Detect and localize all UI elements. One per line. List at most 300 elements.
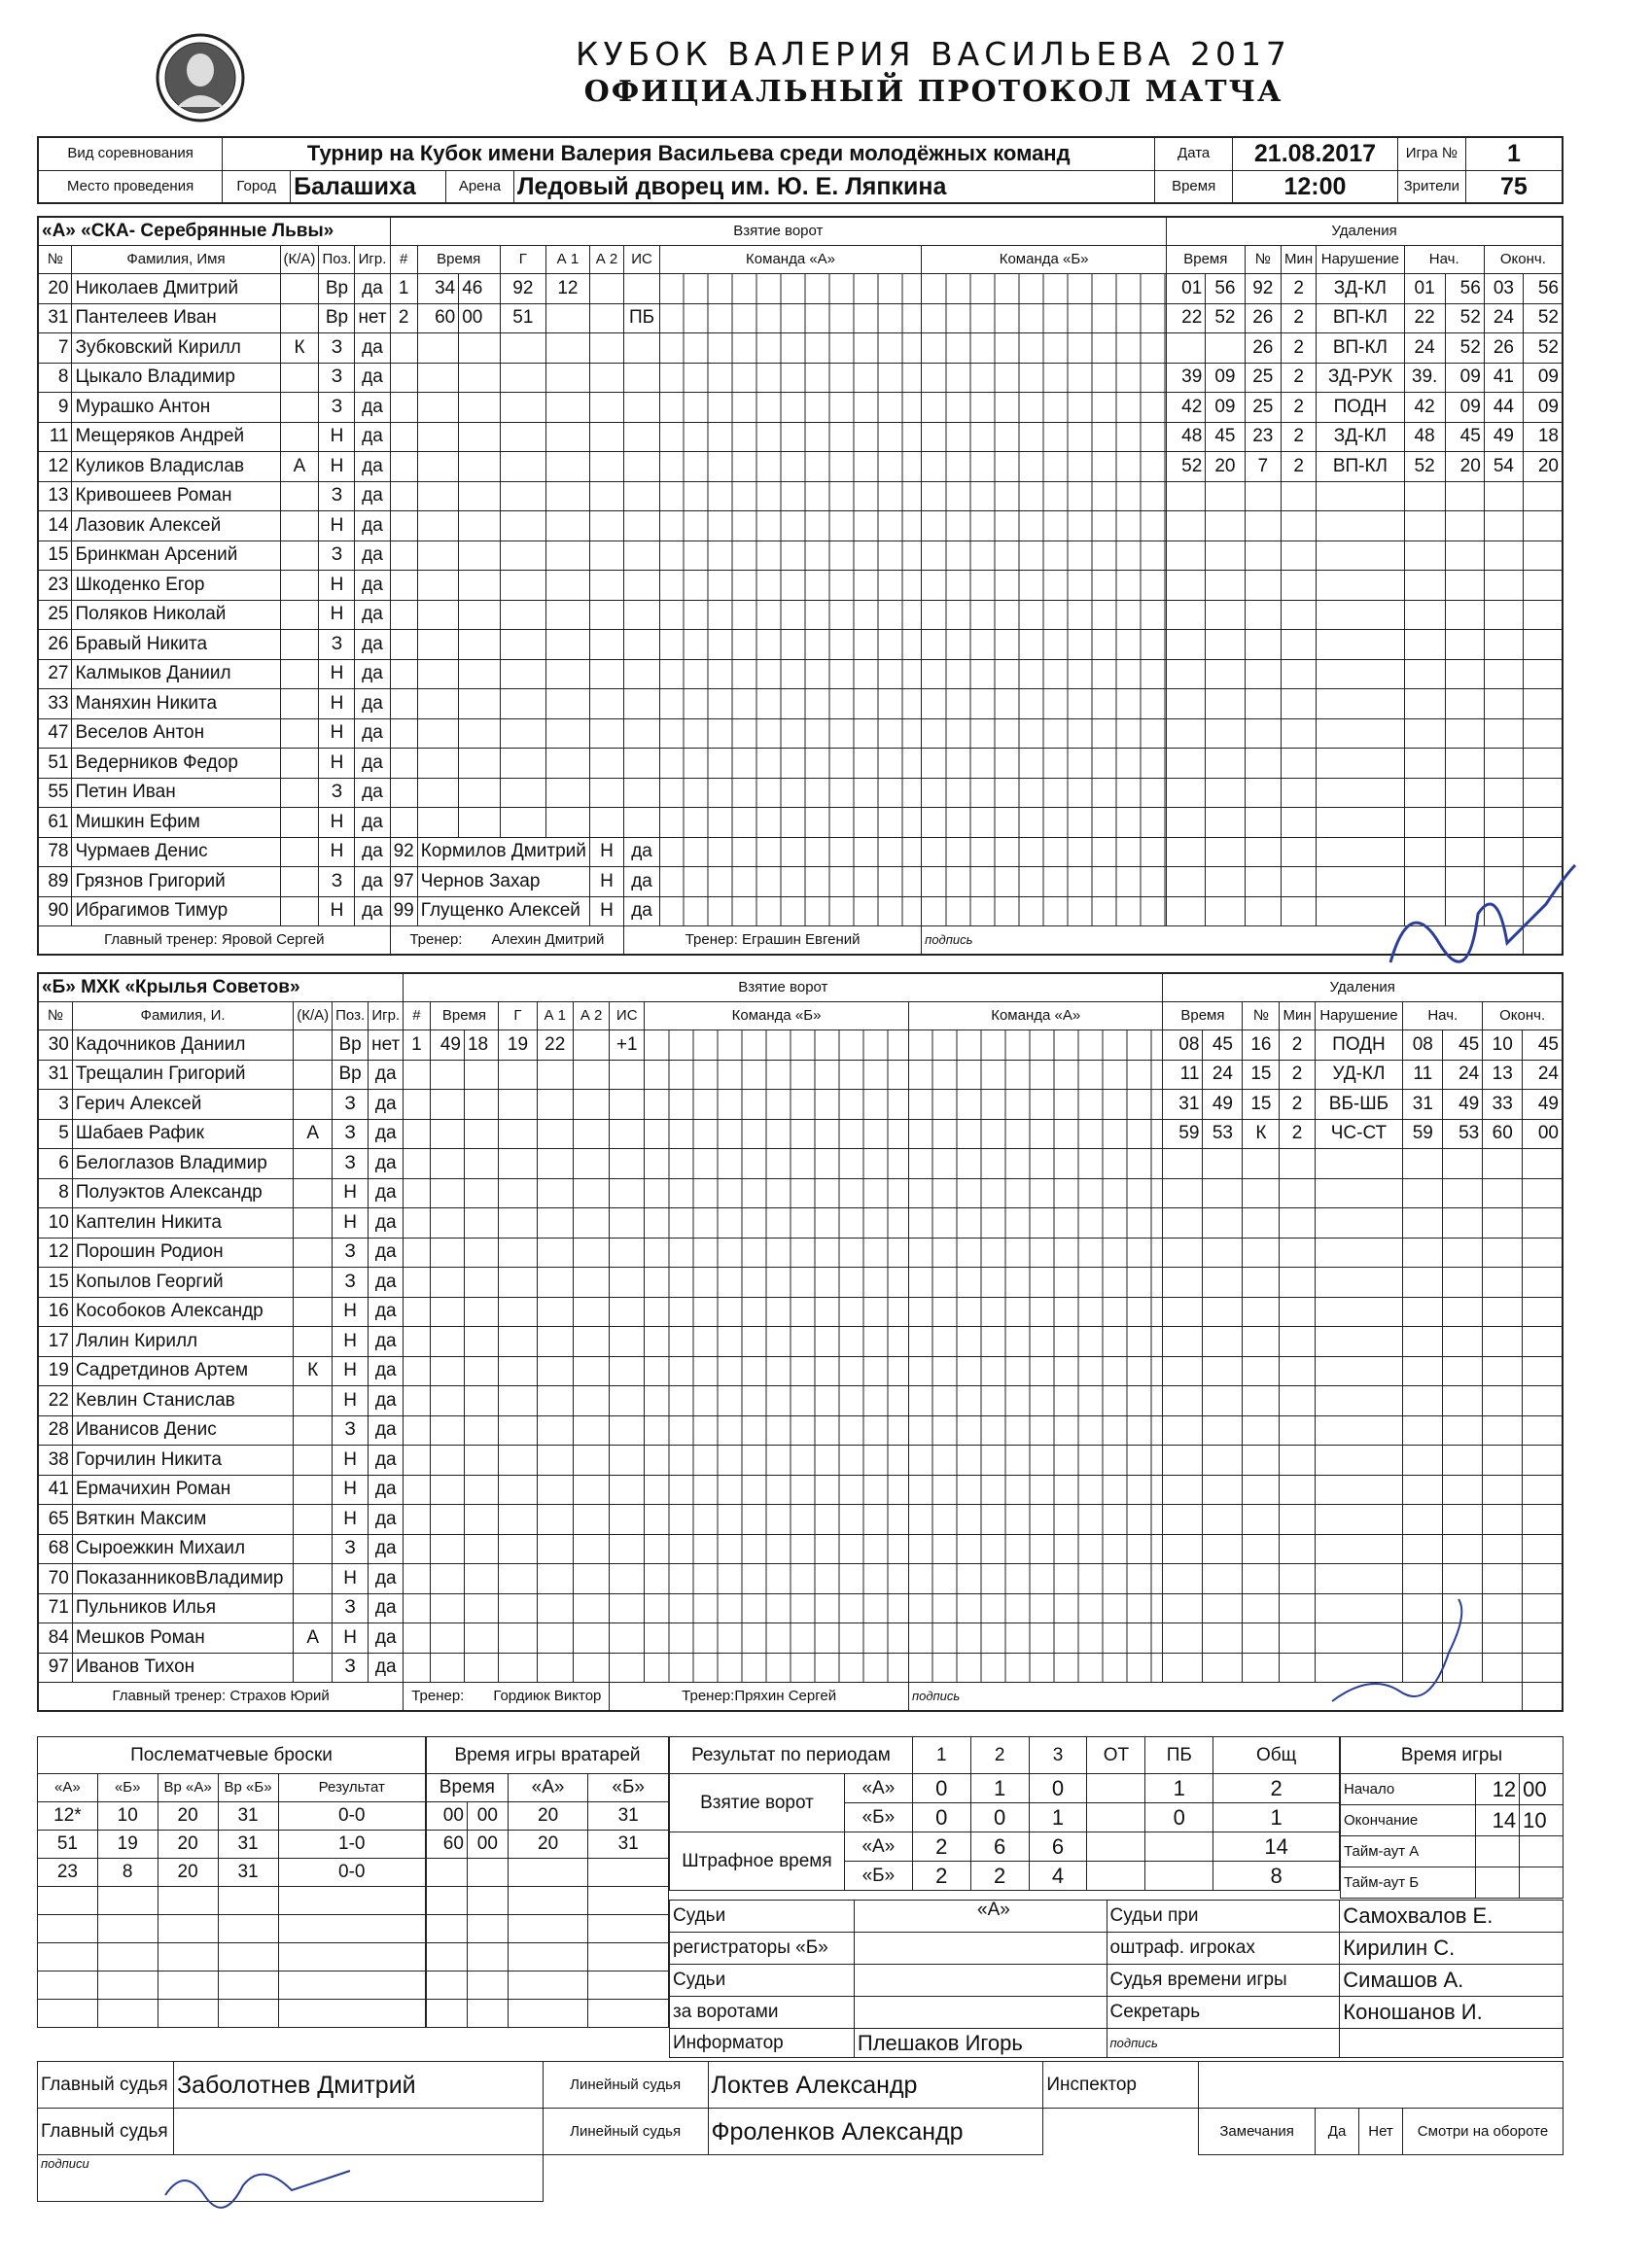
penalty-cell (1167, 689, 1206, 719)
coach-name: Алехин Дмитрий (491, 931, 605, 948)
penalty-cell (1443, 1446, 1483, 1476)
end-minute: 10 (1520, 1805, 1564, 1836)
penalty-cell (1484, 778, 1523, 808)
goal-grid (922, 452, 1167, 482)
player-name: Каптелин Никита (72, 1208, 293, 1239)
goal-scorer: 92 (500, 274, 545, 304)
player-played: да (355, 422, 390, 452)
player-played: да (369, 1475, 404, 1505)
timeout-a-label: Тайм-аут А (1341, 1836, 1476, 1867)
period-value (1087, 1803, 1145, 1832)
player-number: 70 (38, 1564, 72, 1594)
penalty-s2: 52 (1445, 303, 1484, 333)
player-position: Н (333, 1446, 369, 1476)
goal-grid (659, 749, 921, 779)
match-date: 21.08.2017 (1233, 137, 1398, 170)
goal-cell (417, 393, 459, 423)
penalty-cell (1524, 718, 1564, 749)
notes-label: Замечания (1199, 2109, 1316, 2155)
goal-cell (404, 1060, 430, 1090)
goal-grid (908, 1505, 1162, 1535)
penalty-e2: 18 (1524, 422, 1564, 452)
goal-cell (589, 481, 623, 511)
penalty-cell (1483, 1534, 1523, 1564)
player-name: Порошин Родион (72, 1238, 293, 1268)
column-header: Оконч. (1483, 1002, 1563, 1030)
penalty-cell (1206, 867, 1245, 897)
goal-grid (659, 778, 921, 808)
penalty-cell (1484, 511, 1523, 541)
player-number: 78 (38, 837, 72, 867)
penalty-cell (1523, 1208, 1563, 1239)
shootout-cell (38, 1915, 98, 1943)
penalty-cell (1206, 896, 1245, 926)
penalty-cell (1443, 1564, 1483, 1594)
goal-number: 1 (390, 274, 417, 304)
extra-player-position: Н (589, 896, 623, 926)
penalty-cell (1315, 1208, 1403, 1239)
player-role (294, 1415, 333, 1446)
game-time-table (1340, 1736, 1564, 1899)
match-info-table (37, 136, 1564, 204)
notes-no: Нет (1359, 2109, 1403, 2155)
goal-grid (922, 896, 1167, 926)
goal-grid (659, 571, 921, 601)
player-played: да (355, 689, 390, 719)
goal-cell (390, 511, 417, 541)
goal-grid (645, 1653, 909, 1683)
penalty-e2: 45 (1523, 1030, 1563, 1061)
goal-assist-2 (573, 1030, 609, 1061)
penalty-cell (1280, 1327, 1315, 1357)
penalty-cell (1203, 1505, 1243, 1535)
goal-cell (500, 481, 545, 511)
goal-grid (659, 481, 921, 511)
player-position: Н (319, 659, 355, 689)
goals-header: Взятие ворот (404, 973, 1163, 1002)
main-ref-label: Главный судья (38, 2062, 174, 2109)
gk-cell: 20 (508, 1802, 588, 1831)
goal-cell (417, 630, 459, 660)
goal-cell (545, 718, 589, 749)
player-role (294, 1268, 333, 1298)
period-head: 3 (1029, 1737, 1087, 1774)
player-played: да (355, 867, 390, 897)
penalty-cell (1243, 1623, 1280, 1654)
goal-cell (589, 749, 623, 779)
period-value: 8 (1213, 1862, 1340, 1891)
period-value: 0 (912, 1803, 970, 1832)
penalty-s1: 08 (1403, 1030, 1443, 1061)
penalty-cell (1245, 541, 1282, 571)
player-played: да (355, 481, 390, 511)
player-played: да (369, 1593, 404, 1623)
player-number: 8 (38, 363, 72, 393)
shootout-cell (38, 1887, 98, 1915)
player-role (280, 689, 319, 719)
penalty-cell (1524, 630, 1564, 660)
player-role (280, 571, 319, 601)
goal-cell (573, 1149, 609, 1179)
penalty-s1: 59 (1403, 1119, 1443, 1149)
place-label: Место проведения (38, 170, 223, 203)
goal-cell (589, 363, 623, 393)
penalty-cell (1280, 1178, 1315, 1208)
goal-cell (537, 1060, 573, 1090)
penalty-v: ВП-КЛ (1317, 333, 1404, 364)
penalty-cell (1203, 1534, 1243, 1564)
main-ref-1: Заболотнев Дмитрий (173, 2062, 543, 2109)
goal-grid (645, 1446, 909, 1476)
shootout-cell: 31 (218, 1859, 278, 1887)
penalty-e1: 13 (1483, 1060, 1523, 1090)
goal-cell (537, 1653, 573, 1683)
goal-cell (464, 1415, 498, 1446)
player-name: Ведерников Федор (72, 749, 280, 779)
cup-title: КУБОК ВАЛЕРИЯ ВАСИЛЬЕВА 2017 (576, 35, 1291, 73)
period-value (1087, 1862, 1145, 1891)
penalty-s1: 22 (1404, 303, 1445, 333)
goal-cell (537, 1149, 573, 1179)
player-played: да (355, 896, 390, 926)
period-value (1087, 1832, 1145, 1862)
player-position: З (319, 630, 355, 660)
penalty-cell (1206, 630, 1245, 660)
penalty-cell (1403, 1208, 1443, 1239)
penalty-cell (1404, 689, 1445, 719)
goal-grid (645, 1475, 909, 1505)
player-played: да (355, 363, 390, 393)
penalty-cell (1404, 571, 1445, 601)
player-number: 25 (38, 600, 72, 630)
column-header: (К/А) (294, 1002, 333, 1030)
goal-cell (624, 511, 660, 541)
penalty-cell (1524, 808, 1564, 838)
team-a-table (37, 216, 1564, 956)
player-role (280, 274, 319, 304)
goal-cell (545, 481, 589, 511)
player-role (294, 1030, 333, 1061)
goal-cell (459, 363, 501, 393)
gk-cell: 31 (588, 1831, 669, 1859)
penalty-e2: 09 (1524, 393, 1564, 423)
penalty-cell (1245, 896, 1282, 926)
goal-grid (659, 363, 921, 393)
penalty-cell (1203, 1564, 1243, 1594)
player-role (280, 600, 319, 630)
penalty-cell (1443, 1208, 1483, 1239)
player-position: Н (319, 511, 355, 541)
penalty-cell (1523, 1653, 1563, 1683)
penalty-t2: 56 (1206, 274, 1245, 304)
shootout-cell (278, 2000, 425, 2028)
goal-cell (404, 1415, 430, 1446)
goal-cell (464, 1090, 498, 1120)
goal-grid (645, 1623, 909, 1654)
goal-grid (659, 600, 921, 630)
goal-cell (417, 511, 459, 541)
goal-cell (573, 1327, 609, 1357)
penalty-cell (1163, 1327, 1203, 1357)
period-value: 0 (970, 1803, 1029, 1832)
penalty-e2: 09 (1524, 363, 1564, 393)
goal-cell (610, 1238, 645, 1268)
goal-cell (537, 1119, 573, 1149)
penalty-cell (1484, 481, 1523, 511)
penalty-cell (1483, 1356, 1523, 1386)
player-position: З (319, 541, 355, 571)
player-played: да (355, 837, 390, 867)
city-name: Балашиха (291, 170, 446, 203)
goal-cell (500, 630, 545, 660)
goal-cell (459, 541, 501, 571)
penalty-cell (1245, 867, 1282, 897)
penalty-n: 26 (1245, 303, 1282, 333)
goal-cell (573, 1564, 609, 1594)
penalty-cell (1245, 808, 1282, 838)
column-header: # (404, 1002, 430, 1030)
goal-cell (500, 333, 545, 364)
penalty-cell (1206, 659, 1245, 689)
goal-cell (404, 1297, 430, 1327)
player-number: 19 (38, 1356, 72, 1386)
player-position: З (333, 1415, 369, 1446)
shootout-cell (218, 2000, 278, 2028)
player-number: 30 (38, 1030, 72, 1061)
penalty-m: 2 (1282, 303, 1317, 333)
penalty-cell (1163, 1386, 1203, 1416)
extra-player-number: 99 (390, 896, 417, 926)
penalty-cell (1317, 511, 1404, 541)
goal-cell (404, 1238, 430, 1268)
penalty-cell (1280, 1208, 1315, 1239)
penalty-cell (1445, 511, 1484, 541)
player-number: 89 (38, 867, 72, 897)
column-header: Время (417, 246, 500, 274)
penalty-t2 (1206, 333, 1245, 364)
goal-cell (610, 1208, 645, 1239)
goal-cell (499, 1564, 537, 1594)
column-header: Г (499, 1002, 537, 1030)
penalty-cell (1445, 689, 1484, 719)
penalty-cell (1203, 1149, 1243, 1179)
penalty-cell (1315, 1238, 1403, 1268)
penalty-cell (1403, 1475, 1443, 1505)
goal-cell (573, 1297, 609, 1327)
shootout-cell (97, 1915, 158, 1943)
player-role (280, 303, 319, 333)
arena-name: Ледовый дворец им. Ю. Е. Ляпкина (513, 170, 1154, 203)
penalty-cell (1443, 1475, 1483, 1505)
gk-cell (508, 1915, 588, 1943)
penalty-cell (1317, 630, 1404, 660)
shootout-cell: 8 (97, 1859, 158, 1887)
penalty-cell (1404, 659, 1445, 689)
goals-header: Взятие ворот (390, 217, 1166, 246)
extra-player-name: Кормилов Дмитрий (417, 837, 589, 867)
period-head: ОТ (1087, 1737, 1145, 1774)
goal-cell (430, 1238, 464, 1268)
player-name: Мещеряков Андрей (72, 422, 280, 452)
penalty-cell (1282, 511, 1317, 541)
gk-cell (427, 2000, 468, 2028)
shootout-cell (158, 1971, 218, 2000)
player-name: Мешков Роман (72, 1623, 293, 1654)
penalty-cell (1167, 718, 1206, 749)
penalty-s2: 20 (1445, 452, 1484, 482)
goal-cell (624, 452, 660, 482)
penalty-cell (1403, 1297, 1443, 1327)
penalty-cell (1524, 571, 1564, 601)
penalty-v: ЗД-КЛ (1317, 422, 1404, 452)
column-header: № (38, 1002, 72, 1030)
player-number: 12 (38, 452, 72, 482)
penalty-m: 2 (1282, 363, 1317, 393)
penalty-cell (1167, 808, 1206, 838)
player-position: Н (319, 808, 355, 838)
goal-cell (404, 1593, 430, 1623)
gk-cell (427, 1943, 468, 1971)
penalty-cell (1282, 749, 1317, 779)
goal-cell (404, 1149, 430, 1179)
player-name: Петин Иван (72, 778, 280, 808)
column-header: ИС (624, 246, 660, 274)
goal-cell (464, 1238, 498, 1268)
goal-cell (390, 718, 417, 749)
penalty-cell (1206, 600, 1245, 630)
goal-cell (417, 452, 459, 482)
penalty-t2: 24 (1203, 1060, 1243, 1090)
column-header: (К/А) (280, 246, 319, 274)
goal-cell (390, 393, 417, 423)
penalty-v: ВБ-ШБ (1315, 1090, 1403, 1120)
goal-grid (645, 1178, 909, 1208)
goal-cell (459, 393, 501, 423)
player-name: ПоказанниковВладимир (72, 1564, 293, 1594)
goal-cell (430, 1534, 464, 1564)
player-role (280, 718, 319, 749)
penalty-cell (1484, 689, 1523, 719)
informer: Плешаков Игорь (854, 2029, 1107, 2058)
penalty-cell (1483, 1149, 1523, 1179)
shootout-title: Послематчевые броски (38, 1737, 426, 1774)
penalty-e1: 60 (1483, 1119, 1523, 1149)
player-number: 20 (38, 274, 72, 304)
penalty-cell (1245, 718, 1282, 749)
goal-cell (624, 689, 660, 719)
penalty-cell (1315, 1446, 1403, 1476)
goal-cell (537, 1623, 573, 1654)
goal-grid (659, 511, 921, 541)
signature-team-a (1371, 855, 1604, 982)
penalty-cell (1243, 1327, 1280, 1357)
penalty-s2: 45 (1443, 1030, 1483, 1061)
start-minute: 00 (1520, 1774, 1564, 1805)
goal-cell (459, 808, 501, 838)
penalty-cell (1483, 1297, 1523, 1327)
see-back: Смотри на обороте (1403, 2109, 1564, 2155)
notes-yes: Да (1316, 2109, 1359, 2155)
goal-cell (573, 1593, 609, 1623)
penalty-cell (1404, 749, 1445, 779)
gk-cell (467, 1971, 508, 2000)
player-played: да (355, 274, 390, 304)
goal-cell (417, 808, 459, 838)
signature-label: подпись (922, 926, 1524, 956)
goal-cell (624, 600, 660, 630)
penalty-e2: 56 (1524, 274, 1564, 304)
goal-cell (417, 541, 459, 571)
period-value: 0 (912, 1774, 970, 1803)
penalty-cell (1243, 1446, 1280, 1476)
extra-player-position: Н (589, 867, 623, 897)
player-number: 6 (38, 1149, 72, 1179)
penalty-cell (1403, 1505, 1443, 1535)
goal-grid (922, 393, 1167, 423)
penalty-cell (1167, 600, 1206, 630)
penalty-cell (1524, 600, 1564, 630)
coach-label: Тренер: (409, 931, 463, 948)
goal-cell (404, 1327, 430, 1357)
goal-grid (922, 274, 1167, 304)
player-played: да (369, 1208, 404, 1239)
goal-grid (922, 689, 1167, 719)
periods-team: «Б» (844, 1803, 912, 1832)
player-number: 31 (38, 1060, 72, 1090)
player-name: Вяткин Максим (72, 1505, 293, 1535)
penalty-cell (1524, 778, 1564, 808)
goal-cell (464, 1119, 498, 1149)
penalty-cell (1167, 896, 1206, 926)
goal-cell (610, 1119, 645, 1149)
gk-cell (427, 1887, 468, 1915)
penalty-cell (1163, 1564, 1203, 1594)
goal-cell (573, 1090, 609, 1120)
player-number: 55 (38, 778, 72, 808)
player-played: да (369, 1327, 404, 1357)
penalty-m: 2 (1282, 274, 1317, 304)
goal-cell (464, 1446, 498, 1476)
goal-cell (430, 1327, 464, 1357)
start-label: Начало (1341, 1774, 1476, 1805)
goal-cell (610, 1268, 645, 1298)
player-role (280, 363, 319, 393)
gk-head: «А» (508, 1774, 588, 1802)
column-header: А 1 (545, 246, 589, 274)
penalty-cell (1523, 1149, 1563, 1179)
goal-cell (545, 452, 589, 482)
penalty-t2: 09 (1206, 363, 1245, 393)
reg-label-2: регистраторы (673, 1937, 791, 1958)
goal-grid (659, 393, 921, 423)
player-position: Н (333, 1505, 369, 1535)
penalty-cell (1484, 808, 1523, 838)
shootout-head: Вр «Б» (218, 1774, 278, 1802)
goal-cell (610, 1593, 645, 1623)
goal-grid (922, 541, 1167, 571)
player-name: Куликов Владислав (72, 452, 280, 482)
goal-grid (922, 481, 1167, 511)
shootout-head: Результат (278, 1774, 425, 1802)
goal-grid (922, 571, 1167, 601)
head-coach: Главный тренер: Страхов Юрий (38, 1683, 404, 1712)
goal-cell (545, 363, 589, 393)
penalty-m: 2 (1280, 1030, 1315, 1061)
goal-min: 34 (417, 274, 459, 304)
goal-cell (430, 1415, 464, 1446)
penalty-cell (1282, 718, 1317, 749)
player-role (294, 1475, 333, 1505)
